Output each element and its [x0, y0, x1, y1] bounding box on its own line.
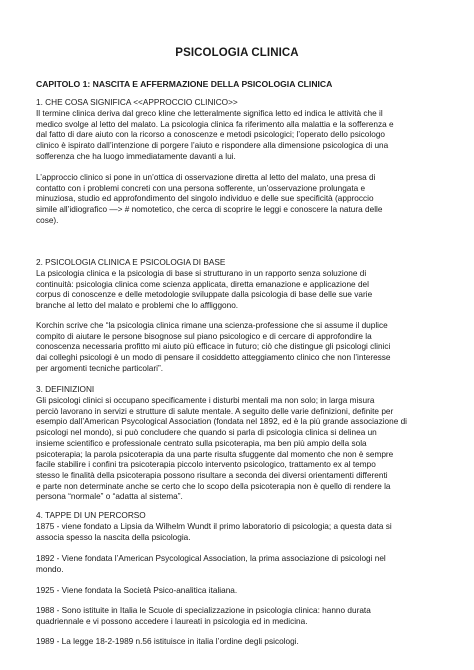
section-2-heading: 2. PSICOLOGIA CLINICA E PSICOLOGIA DI BASE — [36, 258, 226, 267]
section-3-heading: 3. DEFINIZIONI — [36, 385, 95, 394]
section-1-paragraph-1: Il termine clinica deriva dal greco kline che letteralmente significa letto ed indica le attività che il medico svolge al letto del malato. La psicologia clinica fa riferimento alla malattia e la sofferenza e dal fatto di dare aiuto con la ricorso a conoscenze e metodi psicologici; l’operato dello psicologo clinico è ispirato dall’intenzione di porgere l’aiuto e rispondere alla dimensione psicologica di una sofferenza che ha luogo immediatamente davanti a lui. — [36, 109, 394, 161]
section-1-paragraph-2: L’approccio clinico si pone in un’ottica di osservazione diretta al letto del malato, una presa di contatto con i problemi concreti con una persona sofferente, un’osservazione prolungata e minuziosa, studio ed approfondimento del singolo individuo e delle sue specificità (approccio simile all’idiografico —> # nomotetico, che cerca di scoprire le leggi e conoscere la natura delle cose). — [36, 173, 383, 225]
timeline-entry-1989: 1989 - La legge 18-2-1989 n.56 istituisce in italia l’ordine degli psicologi. — [36, 637, 299, 646]
document-title: PSICOLOGIA CLINICA — [175, 47, 299, 59]
chapter-heading: CAPITOLO 1: NASCITA E AFFERMAZIONE DELLA PSICOLOGIA CLINICA — [36, 79, 333, 89]
timeline-entry-1988: 1988 - Sono istituite in Italia le Scuole di specializzazione in psicologia clinica: hanno durata quadriennale e vi possono accedere i laureati in psicologia ed in medicina. — [36, 606, 371, 626]
section-2-paragraph-2: Korchin scrive che “la psicologia clinica rimane una scienza-professione che si assume il duplice compito di aiutare le persone bisognose sul piano psicologico e di cercare di approfondire la conoscenza necessaria profitto mi aiuto più efficace in futuro; ciò che distingue gli psicologi clinici dai colleghi psicologi è un modo di pensare il cosiddetto atteggiamento clinico che non l’interesse per argomenti tecniche particolari”. — [36, 321, 391, 373]
timeline-entry-1925: 1925 - Viene fondata la Società Psico-analitica italiana. — [36, 586, 238, 595]
timeline-entry-1875: 1875 - viene fondato a Lipsia da Wilhelm Wundt il primo laboratorio di psicologia; a questa data si associa spesso la nascita della psicologia. — [36, 522, 392, 542]
timeline-entry-1892: 1892 - Viene fondata l’American Psycological Association, la prima associazione di psicologi nel mondo. — [36, 554, 386, 574]
section-3-paragraph-1: Gli psicologi clinici si occupano specificamente i disturbi mentali ma non solo; in larga misura perciò lavorano in servizi e strutture di salute mentale. A seguito delle varie definizioni, definite per esempio dall’American Psycological Association (fondata nel 1892, ed è la più grande associazione di psicologi nel mondo), si può concludere che quando si parla di psicologia clinica si delinea un insieme scientifico e professionale centrato sulla psicoterapia, ma ben più ampio della sola psicoterapia; la parola psicoterapia da una parte risulta sfuggente dal momento che non è sempre facile stabilire i confini tra psicoterapia piccolo intervento psicologico, trattamento ex al tempo stesso le finalità della psicoterapia possono risultare a seconda dei diversi orientamenti differenti e parte non determinate anche se certo che lo scopo della psicoterapia non è quello di rendere la persona “normale” o “adatta al sistema”. — [36, 396, 408, 502]
section-2-paragraph-1: La psicologia clinica e la psicologia di base si strutturano in un rapporto senza soluzione di continuità: psicologia clinica come scienza applicata, diretta emanazione e applicazione del corpus di conoscenze e delle metodologie sviluppate dalla psicologia di base delle sue varie branche al letto del malato e problemi che lo affliggono. — [36, 269, 373, 311]
section-4-heading: 4. TAPPE DI UN PERCORSO — [36, 511, 146, 520]
section-1-heading: 1. CHE COSA SIGNIFICA <<APPROCCIO CLINICO>> — [36, 98, 238, 107]
